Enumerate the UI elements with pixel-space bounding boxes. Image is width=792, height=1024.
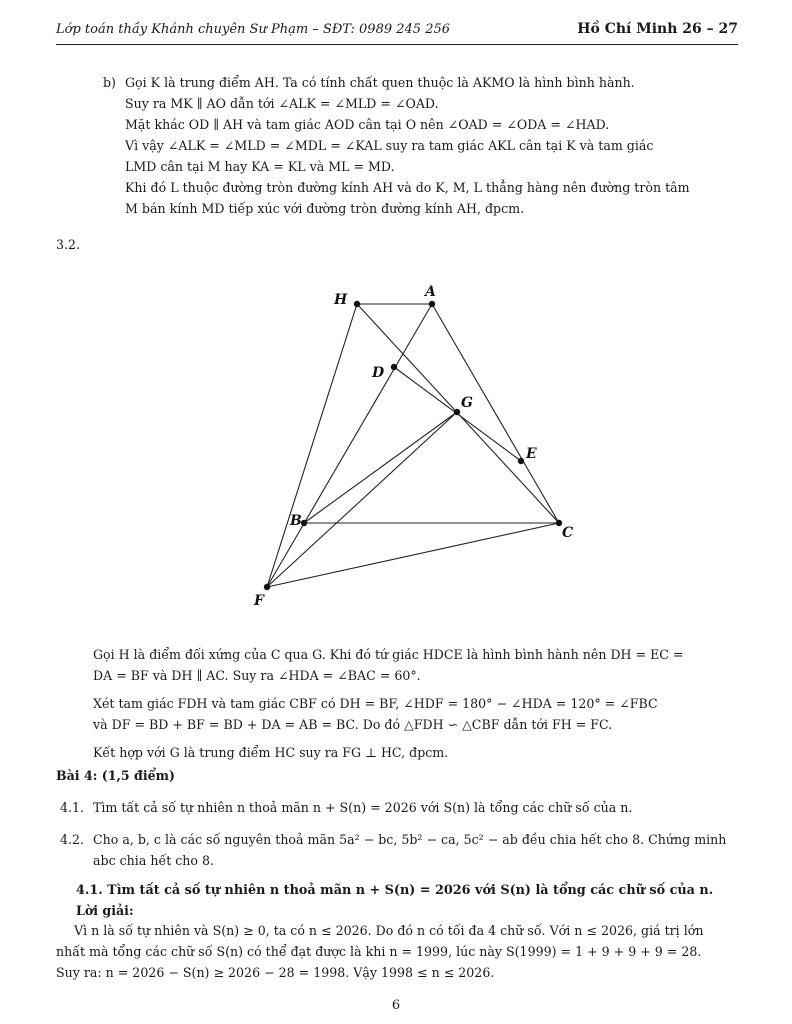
solution-line: nhất mà tổng các chữ số S(n) có thể đạt được là khi n = 1999, lúc này S(1999) = 1 + 9 + 9 + 9 = 28. [56, 944, 702, 959]
segment-AF [267, 304, 432, 587]
solution-4-1-body [56, 920, 746, 983]
proof-line: Xét tam giác FDH và tam giác CBF có DH = BF, ∠HDF = 180° − ∠HDA = 120° = ∠FBC [93, 696, 658, 711]
header-course-info: Lớp toán thầy Khánh chuyên Sư Phạm – SĐT: 0989 245 256 [56, 22, 451, 37]
page-number: 6 [391, 998, 401, 1013]
point-A [429, 301, 435, 307]
part-b-line: Khi đó L thuộc đường tròn đường kính AH và do K, M, L thẳng hàng nên đường tròn tâm [125, 180, 690, 195]
segment-FC [267, 523, 559, 587]
segment-HF [267, 304, 357, 587]
point-D [391, 364, 397, 370]
part-b-line: LMD cân tại M hay KA = KL và ML = MD. [125, 159, 395, 174]
part-b-line: Suy ra MK ∥ AO dẫn tới ∠ALK = ∠MLD = ∠OAD. [125, 96, 439, 111]
part-b-line: Gọi K là trung điểm AH. Ta có tính chất quen thuộc là AKMO là hình bình hành. [125, 75, 635, 90]
solution-line: Suy ra: n = 2026 − S(n) ≥ 2026 − 28 = 1998. Vậy 1998 ≤ n ≤ 2026. [56, 965, 495, 980]
question-4-1-text: Tìm tất cả số tự nhiên n thoả mãn n + S(n) = 2026 với S(n) là tổng các chữ số của n. [93, 800, 633, 815]
segment-AC [432, 304, 559, 523]
section-3-2-label: 3.2. [56, 237, 81, 252]
point-F [264, 584, 270, 590]
label-A: A [425, 284, 436, 300]
proof-line: Kết hợp với G là trung điểm HC suy ra FG ⊥ HC, đpcm. [93, 745, 449, 760]
label-E: E [526, 446, 537, 462]
point-G [454, 409, 460, 415]
solution-line: Vì n là số tự nhiên và S(n) ≥ 0, ta có n ≤ 2026. Do đó n có tối đa 4 chữ số. Với n ≤ 2026, giá trị lớn [74, 923, 704, 938]
label-B: B [290, 513, 302, 529]
proof-line: DA = BF và DH ∥ AC. Suy ra ∠HDA = ∠BAC = 60°. [93, 668, 421, 683]
part-b-line: M bán kính MD tiếp xúc với đường tròn đường kính AH, đpcm. [125, 201, 525, 216]
question-line: Cho a, b, c là các số nguyên thoả mãn 5a² − bc, 5b² − ca, 5c² − ab đều chia hết cho 8. Chứng minh [93, 832, 727, 847]
segment-BG [304, 412, 457, 523]
question-4-1-number: 4.1. [60, 800, 85, 815]
question-line: abc chia hết cho 8. [93, 853, 215, 868]
segment-FG [267, 412, 457, 587]
figure-points [264, 301, 562, 590]
label-D: D [372, 365, 385, 381]
part-b-line: Mặt khác OD ∥ AH và tam giác AOD cân tại O nên ∠OAD = ∠ODA = ∠HAD. [125, 117, 610, 132]
solution-4-1-heading: 4.1. Tìm tất cả số tự nhiên n thoả mãn n + S(n) = 2026 với S(n) là tổng các chữ số của n. [76, 883, 714, 898]
figure-lines [267, 304, 559, 587]
proof-3-2 [93, 644, 743, 763]
problem-4-title: Bài 4: (1,5 điểm) [56, 768, 175, 783]
question-4-2-number: 4.2. [60, 832, 85, 847]
header-exam-title: Hồ Chí Minh 26 – 27 [577, 21, 738, 37]
label-G: G [461, 395, 473, 411]
question-4-2-text [93, 829, 743, 871]
label-C: C [562, 525, 574, 541]
proof-line: Gọi H là điểm đối xứng của C qua G. Khi đó tứ giác HDCE là hình bình hành nên DH = EC = [93, 647, 684, 662]
part-b-line: Vì vậy ∠ALK = ∠MLD = ∠MDL = ∠KAL suy ra tam giác AKL cân tại K và tam giác [125, 138, 654, 153]
point-E [518, 458, 524, 464]
label-F: F [254, 593, 264, 609]
point-H [354, 301, 360, 307]
solution-label: Lời giải: [76, 903, 134, 918]
label-H: H [334, 292, 348, 308]
proof-line: và DF = BD + BF = BD + DA = AB = BC. Do đó △FDH ∽ △CBF dẫn tới FH = FC. [93, 717, 613, 732]
part-b-label: b) [103, 75, 116, 90]
